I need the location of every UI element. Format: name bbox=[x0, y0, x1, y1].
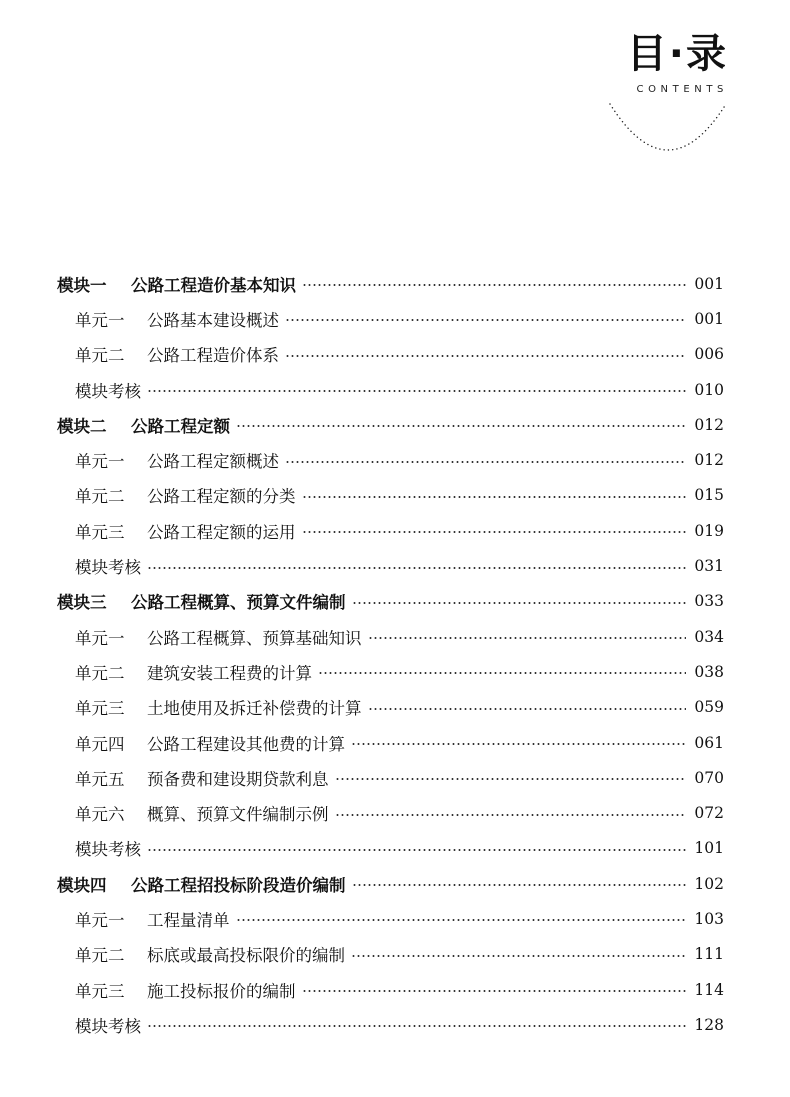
toc-entry-title: 公路工程概算、预算基础知识 bbox=[147, 628, 362, 648]
toc-unit-row[interactable] bbox=[57, 513, 724, 548]
page-title: 目·录 bbox=[626, 31, 728, 77]
toc-page-number: 102 bbox=[694, 874, 724, 893]
toc-page-number: 114 bbox=[694, 980, 724, 999]
toc-entry-number: 单元二 bbox=[75, 946, 125, 966]
dot-leader bbox=[302, 530, 687, 534]
toc-entry-title: 施工投标报价的编制 bbox=[147, 981, 296, 1001]
toc-entry-title: 预备费和建设期贷款利息 bbox=[147, 769, 329, 789]
toc-entry-number: 单元一 bbox=[75, 910, 125, 930]
dot-leader bbox=[302, 495, 687, 499]
toc-entry-title: 工程量清单 bbox=[147, 910, 230, 930]
toc-entry-title: 公路工程概算、预算文件编制 bbox=[131, 593, 346, 613]
toc-page-number: 072 bbox=[694, 804, 724, 823]
toc-entry-title: 公路工程造价体系 bbox=[147, 346, 279, 366]
toc-page-number: 006 bbox=[694, 345, 724, 364]
toc-page-number: 031 bbox=[694, 557, 724, 576]
toc-unit-row[interactable] bbox=[57, 301, 724, 336]
toc-unit-row[interactable] bbox=[57, 442, 724, 477]
toc-unit-row[interactable] bbox=[57, 337, 724, 372]
toc-entry-title: 公路工程定额概述 bbox=[147, 452, 279, 472]
toc-module-row[interactable] bbox=[57, 266, 724, 301]
toc-entry-title: 土地使用及拆迁补偿费的计算 bbox=[147, 699, 362, 719]
toc-page-number: 012 bbox=[694, 451, 724, 470]
dot-leader bbox=[285, 460, 686, 464]
toc-module-row[interactable] bbox=[57, 407, 724, 442]
toc-entry-number: 单元一 bbox=[75, 310, 125, 330]
toc-unit-row[interactable] bbox=[57, 619, 724, 654]
toc-unit-row[interactable] bbox=[57, 654, 724, 689]
dot-leader bbox=[285, 354, 686, 358]
dot-leader bbox=[352, 883, 687, 887]
toc-entry-title: 模块考核 bbox=[75, 840, 141, 860]
toc-entry-title: 公路工程定额 bbox=[131, 416, 230, 436]
toc-entry-number: 单元二 bbox=[75, 346, 125, 366]
toc-entry-title: 概算、预算文件编制示例 bbox=[147, 805, 329, 825]
toc-page-number: 101 bbox=[694, 839, 724, 858]
toc-unit-row[interactable] bbox=[57, 725, 724, 760]
toc-page-number: 001 bbox=[694, 274, 724, 293]
toc-page-number: 010 bbox=[694, 380, 724, 399]
dot-leader bbox=[335, 777, 687, 781]
toc-page-number: 019 bbox=[694, 521, 724, 540]
toc-entry-number: 单元一 bbox=[75, 452, 125, 472]
toc-entry-number: 模块二 bbox=[57, 416, 107, 436]
dotted-arc-decoration bbox=[608, 94, 728, 152]
toc-page-number: 033 bbox=[694, 592, 724, 611]
dot-leader bbox=[236, 918, 687, 922]
toc-entry-title: 公路工程建设其他费的计算 bbox=[147, 734, 345, 754]
toc-unit-row[interactable] bbox=[57, 937, 724, 972]
toc-unit-row[interactable] bbox=[57, 478, 724, 513]
dot-leader bbox=[351, 954, 686, 958]
toc-unit-row[interactable] bbox=[57, 760, 724, 795]
toc-page-number: 015 bbox=[694, 486, 724, 505]
toc-page-number: 059 bbox=[694, 698, 724, 717]
toc-unit-row[interactable] bbox=[57, 690, 724, 725]
toc-entry-number: 单元三 bbox=[75, 699, 125, 719]
toc-entry-title: 建筑安装工程费的计算 bbox=[147, 663, 312, 683]
toc-unit-row[interactable] bbox=[57, 972, 724, 1007]
dot-leader bbox=[147, 566, 686, 570]
dot-leader bbox=[318, 671, 686, 675]
toc-entry-number: 单元六 bbox=[75, 805, 125, 825]
toc-entry-number: 单元二 bbox=[75, 663, 125, 683]
dot-leader bbox=[236, 424, 686, 428]
dot-leader bbox=[335, 813, 687, 817]
dot-leader bbox=[147, 848, 686, 852]
toc-entry-number: 单元五 bbox=[75, 769, 125, 789]
toc-unit-row[interactable] bbox=[57, 901, 724, 936]
toc-page-number: 070 bbox=[694, 768, 724, 787]
dot-leader bbox=[302, 989, 687, 993]
toc-entry-number: 模块四 bbox=[57, 875, 107, 895]
table-of-contents bbox=[57, 266, 724, 1043]
toc-header bbox=[608, 32, 728, 150]
toc-entry-title: 公路工程招投标阶段造价编制 bbox=[131, 875, 346, 895]
toc-entry-number: 单元三 bbox=[75, 522, 125, 542]
toc-entry-number: 模块三 bbox=[57, 593, 107, 613]
toc-entry-title: 模块考核 bbox=[75, 381, 141, 401]
toc-entry-title: 公路工程造价基本知识 bbox=[131, 275, 296, 295]
toc-review-row[interactable] bbox=[57, 1007, 724, 1042]
toc-entry-number: 单元四 bbox=[75, 734, 125, 754]
page-subtitle: CONTENTS bbox=[636, 84, 728, 95]
dot-leader bbox=[285, 318, 686, 322]
toc-page-number: 034 bbox=[694, 627, 724, 646]
dot-leader bbox=[352, 601, 687, 605]
toc-page-number: 001 bbox=[694, 309, 724, 328]
toc-entry-title: 模块考核 bbox=[75, 558, 141, 578]
toc-entry-title: 公路工程定额的运用 bbox=[147, 522, 296, 542]
toc-review-row[interactable] bbox=[57, 372, 724, 407]
toc-page-number: 103 bbox=[694, 909, 724, 928]
toc-page-number: 111 bbox=[694, 945, 724, 964]
toc-module-row[interactable] bbox=[57, 866, 724, 901]
dot-leader bbox=[302, 283, 686, 287]
toc-entry-title: 公路基本建设概述 bbox=[147, 310, 279, 330]
toc-page-number: 128 bbox=[694, 1015, 724, 1034]
dot-leader bbox=[368, 707, 687, 711]
dot-leader bbox=[147, 389, 686, 393]
dot-leader bbox=[147, 1024, 686, 1028]
toc-unit-row[interactable] bbox=[57, 795, 724, 830]
toc-page-number: 038 bbox=[694, 662, 724, 681]
toc-entry-title: 模块考核 bbox=[75, 1016, 141, 1036]
toc-entry-number: 单元一 bbox=[75, 628, 125, 648]
toc-entry-title: 标底或最高投标限价的编制 bbox=[147, 946, 345, 966]
toc-entry-number: 单元二 bbox=[75, 487, 125, 507]
toc-page-number: 061 bbox=[694, 733, 724, 752]
toc-module-row[interactable] bbox=[57, 584, 724, 619]
toc-entry-number: 单元三 bbox=[75, 981, 125, 1001]
dot-leader bbox=[368, 636, 687, 640]
dot-leader bbox=[351, 742, 686, 746]
toc-review-row[interactable] bbox=[57, 548, 724, 583]
toc-entry-number: 模块一 bbox=[57, 275, 107, 295]
toc-page-number: 012 bbox=[694, 415, 724, 434]
toc-entry-title: 公路工程定额的分类 bbox=[147, 487, 296, 507]
toc-review-row[interactable] bbox=[57, 831, 724, 866]
